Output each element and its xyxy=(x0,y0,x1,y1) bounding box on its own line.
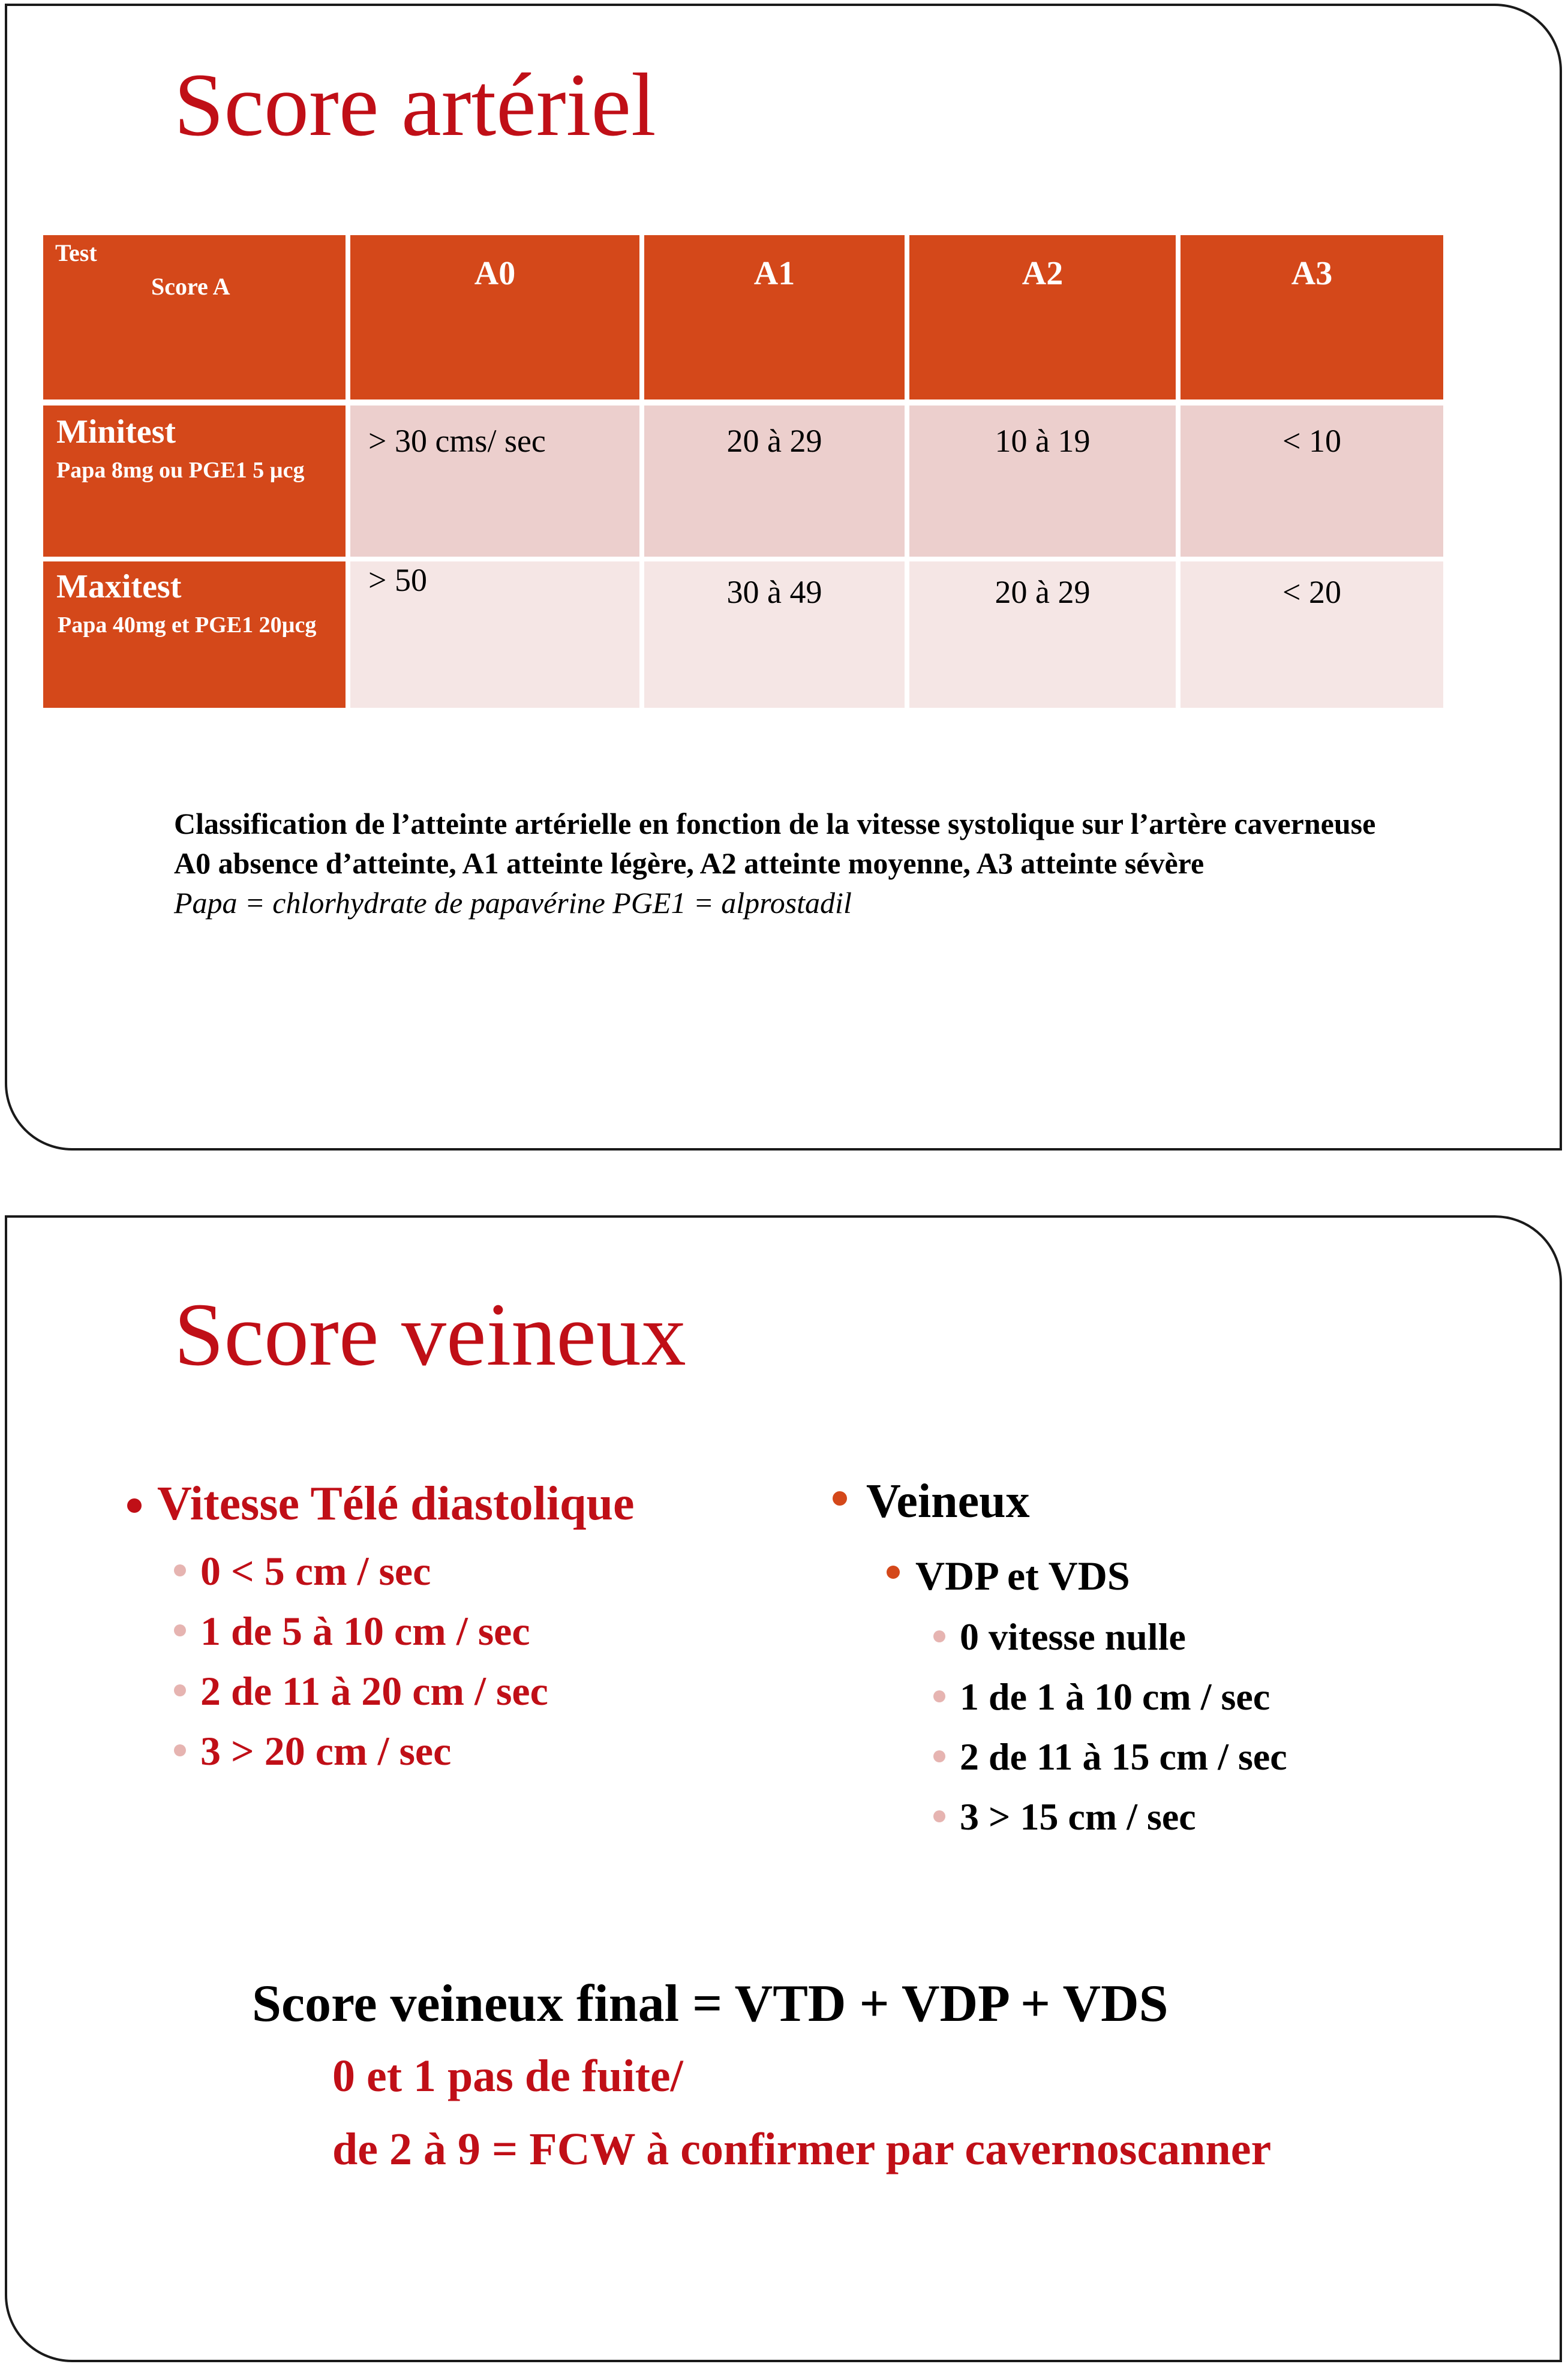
row-subtitle: Papa 40mg et PGE1 20µcg xyxy=(58,612,317,638)
vtd-item: 0 < 5 cm / sec xyxy=(200,1548,431,1594)
bullet-icon xyxy=(174,1744,186,1756)
final-score-line-2: de 2 à 9 = FCW à confirmer par cavernoscanner xyxy=(332,2124,1272,2174)
veineux-heading: Veineux xyxy=(866,1475,1030,1528)
table-cell: < 10 xyxy=(1180,405,1443,557)
vtd-heading: Vitesse Télé diastolique xyxy=(157,1477,635,1530)
corner-label-test: Test xyxy=(55,239,97,266)
corner-label-score: Score A xyxy=(151,273,230,300)
veineux-item: 3 > 15 cm / sec xyxy=(960,1795,1196,1838)
veineux-item: 1 de 1 à 10 cm / sec xyxy=(960,1675,1270,1718)
caption-line-1: Classification de l’atteinte artérielle en fonction de la vitesse systolique sur l’artère caverneuse xyxy=(174,807,1376,840)
slide-score-veineux xyxy=(5,1215,1562,2362)
table-cell: < 20 xyxy=(1180,561,1443,708)
bullet-icon xyxy=(933,1810,945,1822)
bullet-icon xyxy=(833,1491,847,1506)
veineux-item: 2 de 11 à 15 cm / sec xyxy=(960,1735,1287,1778)
caption-line-2: A0 absence d’atteinte, A1 atteinte légère, A2 atteinte moyenne, A3 atteinte sévère xyxy=(174,846,1204,880)
vtd-item: 3 > 20 cm / sec xyxy=(200,1728,452,1774)
table-cell: > 50 xyxy=(350,561,639,708)
table-corner-cell xyxy=(43,235,346,399)
row-subtitle: Papa 8mg ou PGE1 5 µcg xyxy=(56,458,305,483)
column-header-a1: A1 xyxy=(644,235,905,399)
column-header-a0: A0 xyxy=(350,235,639,399)
bullet-icon xyxy=(174,1684,186,1696)
bullet-icon xyxy=(887,1566,900,1579)
table-cell: 20 à 29 xyxy=(909,561,1176,708)
row-name: Minitest xyxy=(56,413,176,450)
bullet-icon xyxy=(933,1630,945,1642)
table-cell: 20 à 29 xyxy=(644,405,905,557)
bullet-icon xyxy=(174,1564,186,1576)
vdp-vds-heading: VDP et VDS xyxy=(915,1553,1130,1599)
table-caption xyxy=(174,804,1375,923)
table-cell: > 30 cms/ sec xyxy=(350,405,639,557)
slide-title-arteriel: Score artériel xyxy=(174,55,656,155)
column-header-a3: A3 xyxy=(1180,235,1443,399)
bullet-icon xyxy=(933,1690,945,1702)
veineux-item: 0 vitesse nulle xyxy=(960,1615,1186,1658)
vtd-item: 2 de 11 à 20 cm / sec xyxy=(200,1668,548,1714)
caption-line-3: Papa = chlorhydrate de papavérine PGE1 = alprostadil xyxy=(174,886,852,920)
table-cell: 10 à 19 xyxy=(909,405,1176,557)
row-header-minitest xyxy=(43,405,346,557)
final-score-line-1: 0 et 1 pas de fuite/ xyxy=(332,2051,683,2101)
column-header-a2: A2 xyxy=(909,235,1176,399)
row-header-maxitest xyxy=(43,561,346,708)
vtd-item: 1 de 5 à 10 cm / sec xyxy=(200,1608,530,1654)
row-name: Maxitest xyxy=(56,568,182,605)
table-cell: 30 à 49 xyxy=(644,561,905,708)
final-score-formula: Score veineux final = VTD + VDP + VDS xyxy=(252,1975,1169,2033)
bullet-icon xyxy=(127,1498,142,1513)
bullet-icon xyxy=(933,1750,945,1762)
bullet-icon xyxy=(174,1624,186,1636)
slide-title-veineux: Score veineux xyxy=(174,1285,686,1384)
